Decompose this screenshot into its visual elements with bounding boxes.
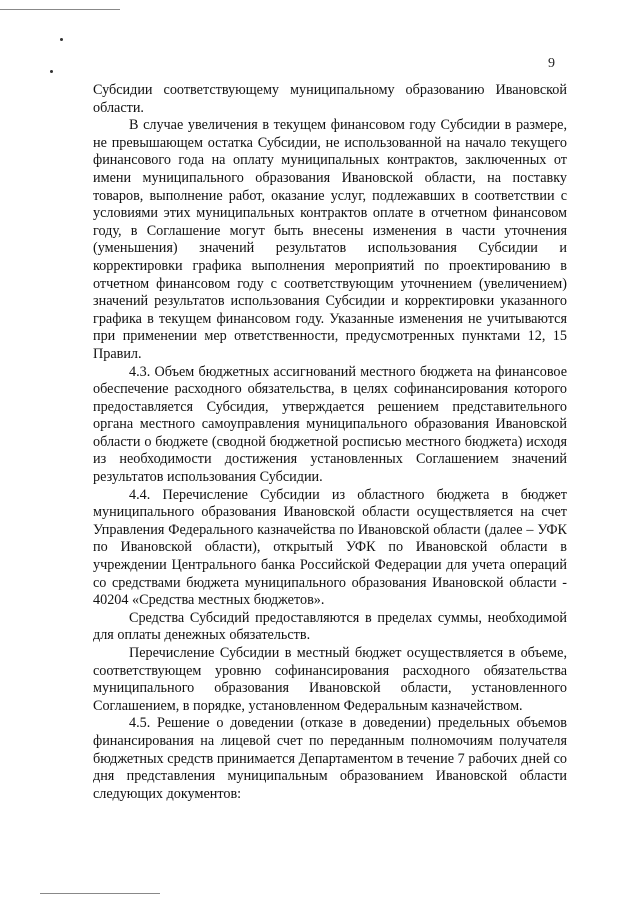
paragraph-4-3: 4.3. Объем бюджетных ассигнований местного бюджета на финансовое обеспечение расходного обязательства, в целях софинансирования которого предоставляется Субсидия, утверждается решением представительного органа местного самоуправления муниципального образования Ивановской области о бюджете (сводной бюджетной росписью местного бюджета) исходя из необходимости достижения установленных Соглашением значений результатов использования Субсидии. — [93, 363, 567, 486]
paragraph-4-5: 4.5. Решение о доведении (отказе в доведении) предельных объемов финансирования на лицевой счет по переданным полномочиям получателя бюджетных средств принимается Департаментом в течение 7 рабочих дней со дня представления муниципальным образованием Ивановской области следующих документов: — [93, 715, 567, 802]
document-body — [93, 82, 567, 803]
scan-speck — [50, 70, 53, 73]
paragraph-subsidy-increase: В случае увеличения в текущем финансовом году Субсидии в размере, не превышающем остатка Субсидии, не использованной на начало текущего финансового года на оплату муниципальных контрактов, заключенных от имени муниципального образования Ивановской области, на поставку товаров, выполнение работ, оказание услуг, подлежавших в соответствии с условиями этих муниципальных контрактов оплате в отчетном финансовом году, в Соглашение могут быть внесены изменения в части уточнения (уменьшения) значений результатов использования Субсидии и корректировки графика выполнения мероприятий по проектированию в отчетном финансовом году с соответствующим уточнением (увеличением) значений результатов использования Субсидии и корректировки указанного графика в текущем финансовом году. Указанные изменения не учитываются при применении мер ответственности, предусмотренных пунктами 12, 15 Правил. — [93, 117, 567, 362]
paragraph-funds-limit: Средства Субсидий предоставляются в пределах суммы, необходимой для оплаты денежных обязательств. — [93, 609, 567, 644]
paragraph-4-4: 4.4. Перечисление Субсидии из областного бюджета в бюджет муниципального образования Ивановской области осуществляется на счет Управления Федерального казначейства по Ивановской области (далее – УФК по Ивановской области), открытый УФК по Ивановской области в учреждении Центрального банка Российской Федерации для учета операций со средствами бюджета муниципального образования Ивановской области - 40204 «Средства местных бюджетов». — [93, 486, 567, 609]
scan-edge-bottom-left — [40, 893, 160, 894]
scan-speck — [60, 38, 63, 41]
paragraph-continuation: Субсидии соответствующему муниципальному образованию Ивановской области. — [93, 82, 567, 116]
scan-edge-top-left — [0, 9, 120, 10]
paragraph-transfer-volume: Перечисление Субсидии в местный бюджет осуществляется в объеме, соответствующем уровню софинансирования расходного обязательства муниципального образования Ивановской области, установленного Соглашением, в порядке, установленном Федеральным казначейством. — [93, 645, 567, 714]
page-number: 9 — [548, 56, 555, 71]
